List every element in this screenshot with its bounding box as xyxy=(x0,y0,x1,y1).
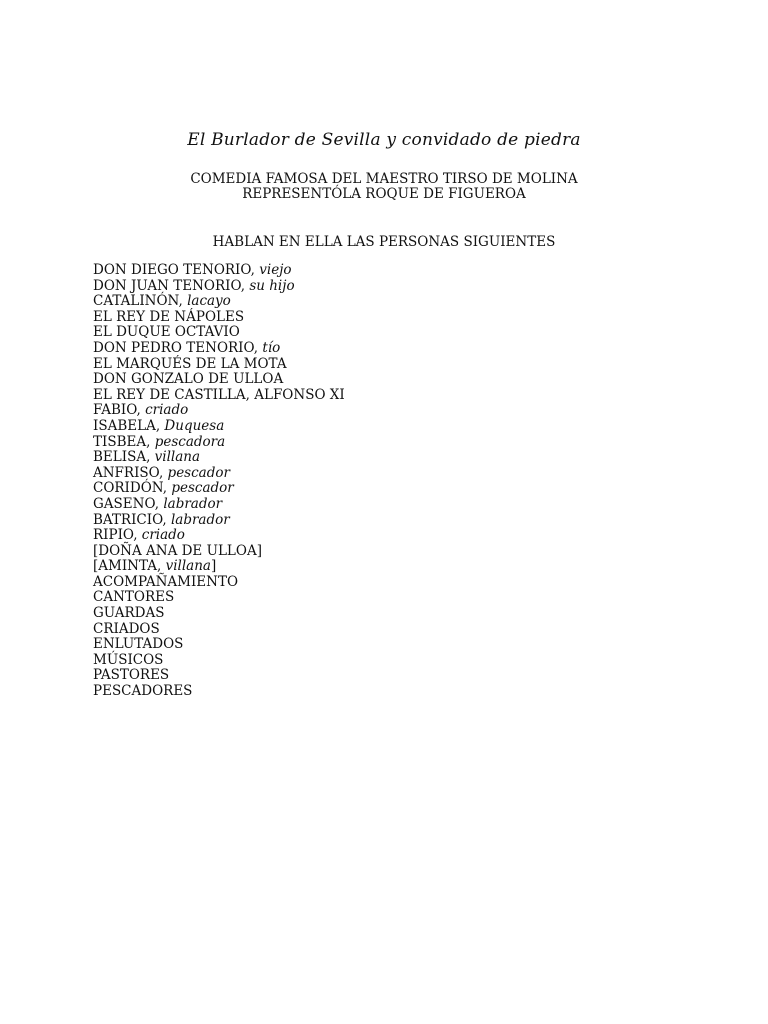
subtitle-line-author: COMEDIA FAMOSA DEL MAESTRO TIRSO DE MOLINA xyxy=(190,171,578,187)
character-name: ISABELA, xyxy=(93,417,161,434)
cast-entry xyxy=(93,622,345,638)
cast-entry xyxy=(93,637,345,653)
cast-entry xyxy=(93,341,345,357)
character-name: RIPIO, xyxy=(93,527,138,544)
cast-entry xyxy=(93,653,345,669)
character-name: GASENO, xyxy=(93,495,160,512)
cast-entry xyxy=(93,263,345,279)
character-name: DON PEDRO TENORIO, xyxy=(93,339,259,356)
cast-entry xyxy=(93,684,345,700)
character-role: pescadora xyxy=(154,433,226,450)
character-name: CANTORES xyxy=(93,589,175,606)
cast-entry xyxy=(93,575,345,591)
character-name: CATALINÓN, xyxy=(93,293,183,310)
cast-entry xyxy=(93,419,345,435)
character-role: pescador xyxy=(171,480,234,497)
cast-entry xyxy=(93,513,345,529)
character-role: labrador xyxy=(163,495,223,512)
character-role: criado xyxy=(141,527,185,544)
cast-entry xyxy=(93,668,345,684)
cast-entry xyxy=(93,466,345,482)
character-name: CRIADOS xyxy=(93,620,160,637)
subtitle-line-performer: REPRESENTÓLA ROQUE DE FIGUEROA xyxy=(242,186,526,202)
character-name: CORIDÓN, xyxy=(93,480,168,497)
cast-heading: HABLAN EN ELLA LAS PERSONAS SIGUIENTES xyxy=(212,234,556,250)
character-role: lacayo xyxy=(187,293,231,310)
cast-entry xyxy=(93,435,345,451)
cast-list xyxy=(93,263,345,700)
character-role: tío xyxy=(262,339,281,356)
cast-entry xyxy=(93,450,345,466)
cast-entry xyxy=(93,590,345,606)
play-title: El Burlador de Sevilla y convidado de piedra xyxy=(187,130,581,150)
character-name: ANFRISO, xyxy=(93,464,164,481)
character-name: ACOMPAÑAMIENTO xyxy=(93,573,239,590)
cast-entry xyxy=(93,403,345,419)
character-role: labrador xyxy=(170,511,230,528)
cast-entry xyxy=(93,559,345,575)
cast-entry xyxy=(93,481,345,497)
character-role: villana xyxy=(165,558,211,575)
character-role: criado xyxy=(145,402,189,419)
cast-entry xyxy=(93,544,345,560)
cast-entry xyxy=(93,357,345,373)
character-role: pescador xyxy=(167,464,230,481)
character-role: villana xyxy=(154,449,201,466)
cast-entry xyxy=(93,294,345,310)
character-role: su hijo xyxy=(249,277,295,294)
character-name: PASTORES xyxy=(93,667,170,684)
character-name: [AMINTA, xyxy=(93,558,162,575)
cast-entry xyxy=(93,310,345,326)
cast-entry xyxy=(93,279,345,295)
character-name: PESCADORES xyxy=(93,683,193,700)
cast-entry xyxy=(93,372,345,388)
closing-bracket: ] xyxy=(210,558,217,575)
cast-entry xyxy=(93,388,345,404)
character-name: FABIO, xyxy=(93,402,141,419)
character-role: viejo xyxy=(259,262,292,278)
character-name: [DOÑA ANA DE ULLOA] xyxy=(93,542,262,559)
character-name: BELISA, xyxy=(93,449,151,466)
character-name: BATRICIO, xyxy=(93,511,167,528)
character-role: Duquesa xyxy=(164,417,225,434)
character-name: DON GONZALO DE ULLOA xyxy=(93,371,284,388)
character-name: TISBEA, xyxy=(93,433,151,450)
character-name: DON DIEGO TENORIO, xyxy=(93,262,255,278)
character-name: EL REY DE CASTILLA, ALFONSO XI xyxy=(93,386,345,403)
character-name: GUARDAS xyxy=(93,605,165,622)
cast-entry xyxy=(93,325,345,341)
cast-entry xyxy=(93,606,345,622)
character-name: DON JUAN TENORIO, xyxy=(93,277,246,294)
cast-entry xyxy=(93,497,345,513)
cast-entry xyxy=(93,528,345,544)
character-name: EL MARQUÉS DE LA MOTA xyxy=(93,355,287,372)
character-name: EL DUQUE OCTAVIO xyxy=(93,324,240,341)
character-name: MÚSICOS xyxy=(93,651,164,668)
play-subtitle xyxy=(0,172,768,202)
character-name: EL REY DE NÁPOLES xyxy=(93,308,245,325)
character-name: ENLUTADOS xyxy=(93,636,184,653)
